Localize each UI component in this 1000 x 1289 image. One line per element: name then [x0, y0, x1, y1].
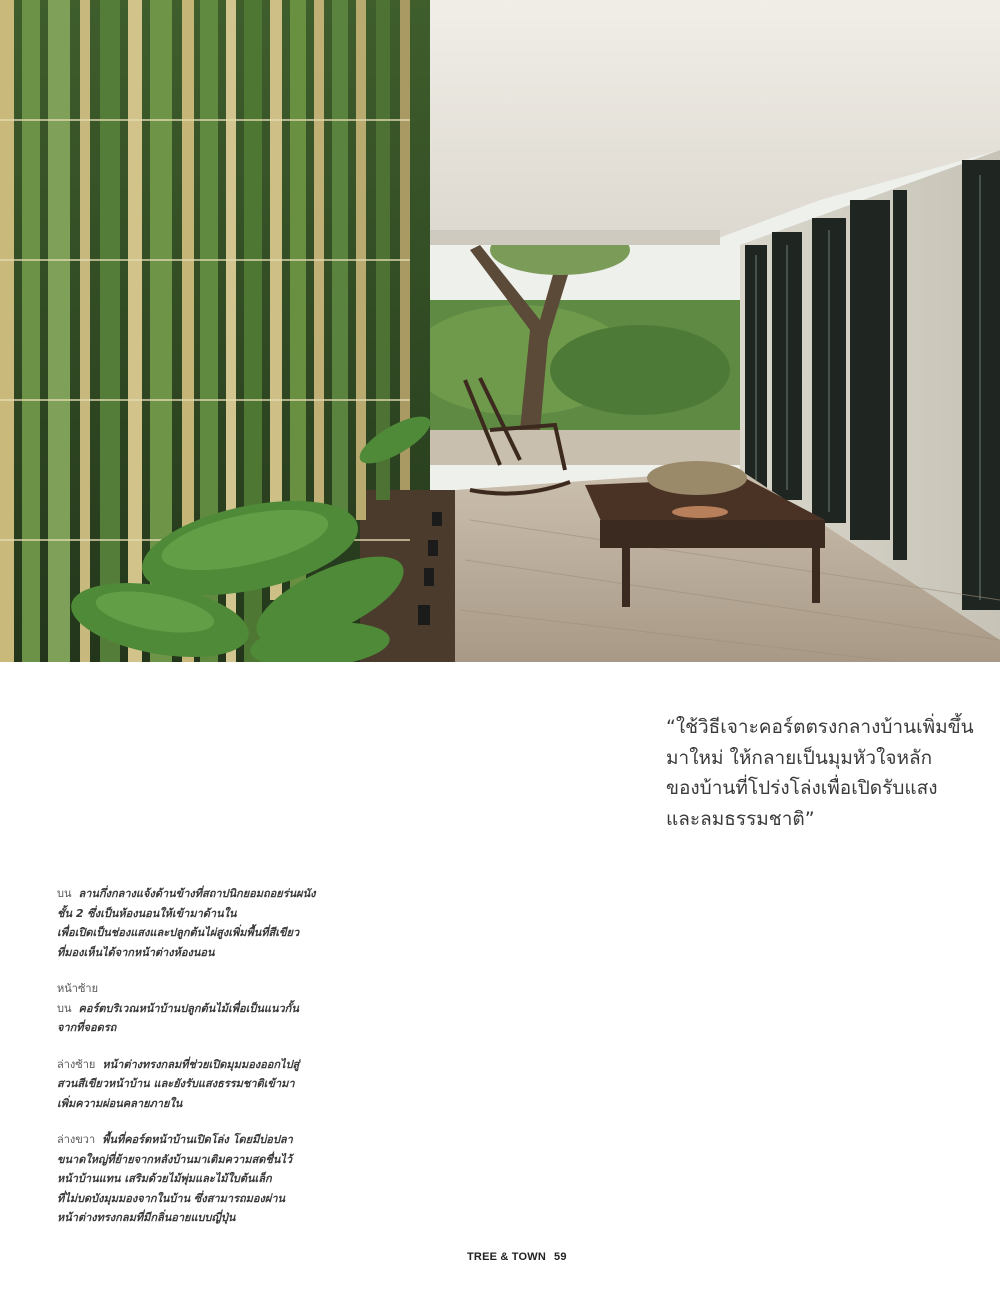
caption-text: ที่มองเห็นได้จากหน้าต่างห้องนอน: [57, 945, 215, 959]
caption-bottom-left: [57, 1055, 357, 1114]
caption-text: หน้าต่างทรงกลมที่ช่วยเปิดมุมมองออกไปสู่: [102, 1057, 300, 1071]
page-folio: [467, 1251, 567, 1263]
caption-text: หน้าบ้านแทน เสริมด้วยไม้พุ่มและไม้ใบต้นเล็ก: [57, 1172, 272, 1185]
pull-quote: [666, 712, 986, 834]
caption-label: บน: [57, 1001, 72, 1015]
caption-text: ชั้น 2 ซึ่งเป็นห้องนอนให้เข้ามาด้านใน: [57, 906, 237, 920]
caption-text: ที่ไม่บดบังมุมมองจากในบ้าน ซึ่งสามารถมองผ่าน: [57, 1191, 286, 1205]
caption-text: พื้นที่คอร์ตหน้าบ้านเปิดโล่ง โดยมีบ่อปลา: [102, 1133, 293, 1146]
caption-top: [57, 884, 357, 962]
caption-text: เพื่อเปิดเป็นช่องแสงและปลูกต้นไผ่สูงเพิ่มพื้นที่สีเขียว: [57, 926, 300, 939]
caption-bottom-right: [57, 1130, 357, 1228]
caption-label: ล่างขวา: [57, 1133, 96, 1146]
caption-text: ลานกึ่งกลางแจ้งด้านข้างที่สถาปนิกยอมถอยร่นผนัง: [78, 887, 316, 900]
caption-text: จากที่จอดรถ: [57, 1021, 117, 1034]
quote-line: และลมธรรมชาติ”: [666, 807, 815, 830]
caption-text: เพิ่มความผ่อนคลายภายใน: [57, 1096, 183, 1110]
caption-text: คอร์ตบริเวณหน้าบ้านปลูกต้นไม้เพื่อเป็นแนวกั้น: [78, 1001, 299, 1015]
caption-text: ขนาดใหญ่ที่ย้ายจากหลังบ้านมาเติมความสดชื่นไว้: [57, 1152, 293, 1166]
magazine-name: TREE & TOWN: [467, 1251, 546, 1263]
caption-heading: หน้าซ้าย: [57, 982, 99, 995]
photo-captions: [57, 884, 357, 1245]
quote-line: “ใช้วิธีเจาะคอร์ตตรงกลางบ้านเพิ่มขึ้น: [666, 716, 974, 738]
caption-label: ล่างซ้าย: [57, 1057, 96, 1071]
quote-line: ของบ้านที่โปร่งโล่งเพื่อเปิดรับแสง: [666, 777, 938, 799]
caption-text: สวนสีเขียวหน้าบ้าน และยังรับแสงธรรมชาติเข้ามา: [57, 1077, 295, 1090]
page-number: 59: [554, 1251, 567, 1263]
caption-label: บน: [57, 887, 72, 900]
caption-left-page-top: [57, 979, 357, 1038]
caption-text: หน้าต่างทรงกลมที่มีกลิ่นอายแบบญี่ปุ่น: [57, 1211, 236, 1224]
quote-line: มาใหม่ ให้กลายเป็นมุมหัวใจหลัก: [666, 746, 933, 769]
